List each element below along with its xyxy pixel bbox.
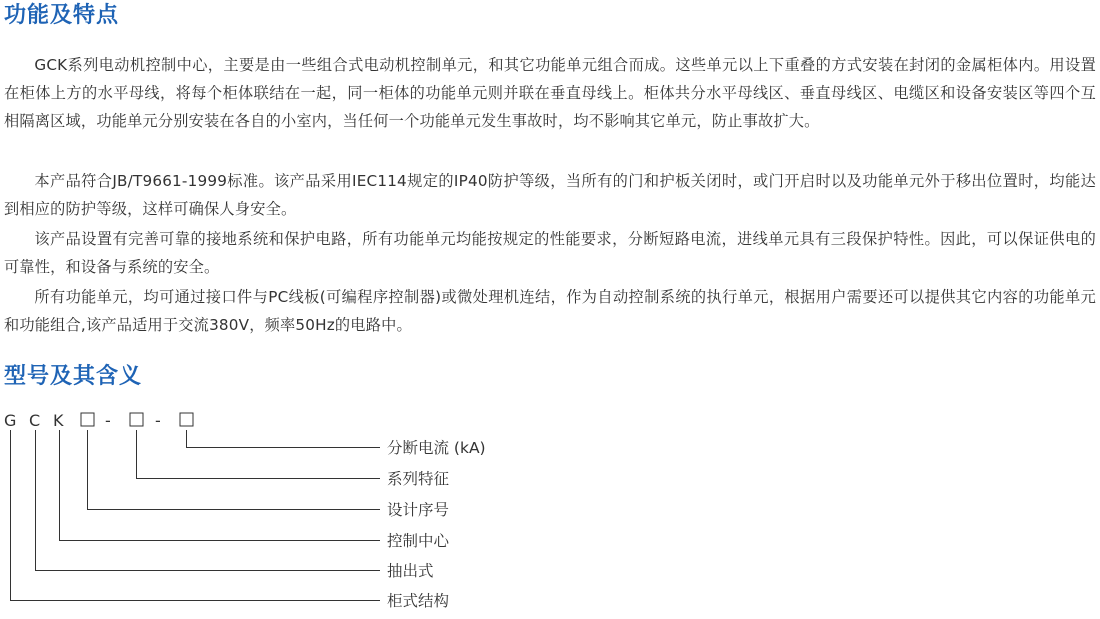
code-char-g: G <box>4 411 17 430</box>
paragraph-protection: 该产品设置有完善可靠的接地系统和保护电路，所有功能单元均能按规定的性能要求，分断短路电流，进线单元具有三段保护特性。因此，可以保证供电的可靠性，和设备与系统的安全。 <box>4 230 1096 276</box>
paragraph-overview: GCK系列电动机控制中心，主要是由一些组合式电动机控制单元，和其它功能单元组合而成。这些单元以上下重叠的方式安装在封闭的金属柜体内。用设置在柜体上方的水平母线，将每个柜体联结在一起，同一柜体的功能单元则并联在垂直母线上。柜体共分水平母线区、垂直母线区、电缆区和设备安装区等四个互相隔离区域，功能单元分别安装在各自的小室内，当任何一个功能单元发生事故时，均不影响其它单元，防止事故扩大。 <box>4 56 1096 130</box>
model-code-diagram <box>0 400 520 619</box>
legend-label-withdrawable: 抽出式 <box>387 562 434 580</box>
legend-label-control-center: 控制中心 <box>387 532 450 550</box>
connector-line-4 <box>60 430 381 541</box>
legend-label-breaking-current: 分断电流 (kA) <box>387 439 486 457</box>
code-char-k: K <box>53 411 64 430</box>
code-box-design-number <box>81 413 94 426</box>
paragraph-interface: 所有功能单元，均可通过接口件与PC线板(可编程序控制器)或微处理机连结，作为自动控制系统的执行单元，根据用户需要还可以提供其它内容的功能单元和功能组合,该产品适用于交流380V，频率50Hz的电路中。 <box>4 288 1096 334</box>
connector-line-3 <box>88 430 381 510</box>
section-title-features: 功能及特点 <box>4 3 120 28</box>
legend-label-cabinet-structure: 柜式结构 <box>387 592 450 610</box>
code-dash-2: - <box>155 411 161 430</box>
code-char-c: C <box>29 411 41 430</box>
legend-label-series: 系列特征 <box>387 470 450 488</box>
section-title-model: 型号及其含义 <box>4 364 143 389</box>
code-box-breaking-current <box>180 413 193 426</box>
paragraph-standard: 本产品符合JB/T9661-1999标准。该产品采用IEC114规定的IP40防护等级，当所有的门和护板关闭时，或门开启时以及功能单元外于移出位置时，均能达到相应的防护等级，这样可确保人身安全。 <box>4 172 1096 218</box>
connector-line-2 <box>137 430 381 479</box>
code-dash-1: - <box>105 411 111 430</box>
legend-label-design-number: 设计序号 <box>387 501 450 519</box>
connector-line-1 <box>187 430 381 448</box>
connector-line-6 <box>11 430 381 601</box>
code-box-series <box>130 413 143 426</box>
